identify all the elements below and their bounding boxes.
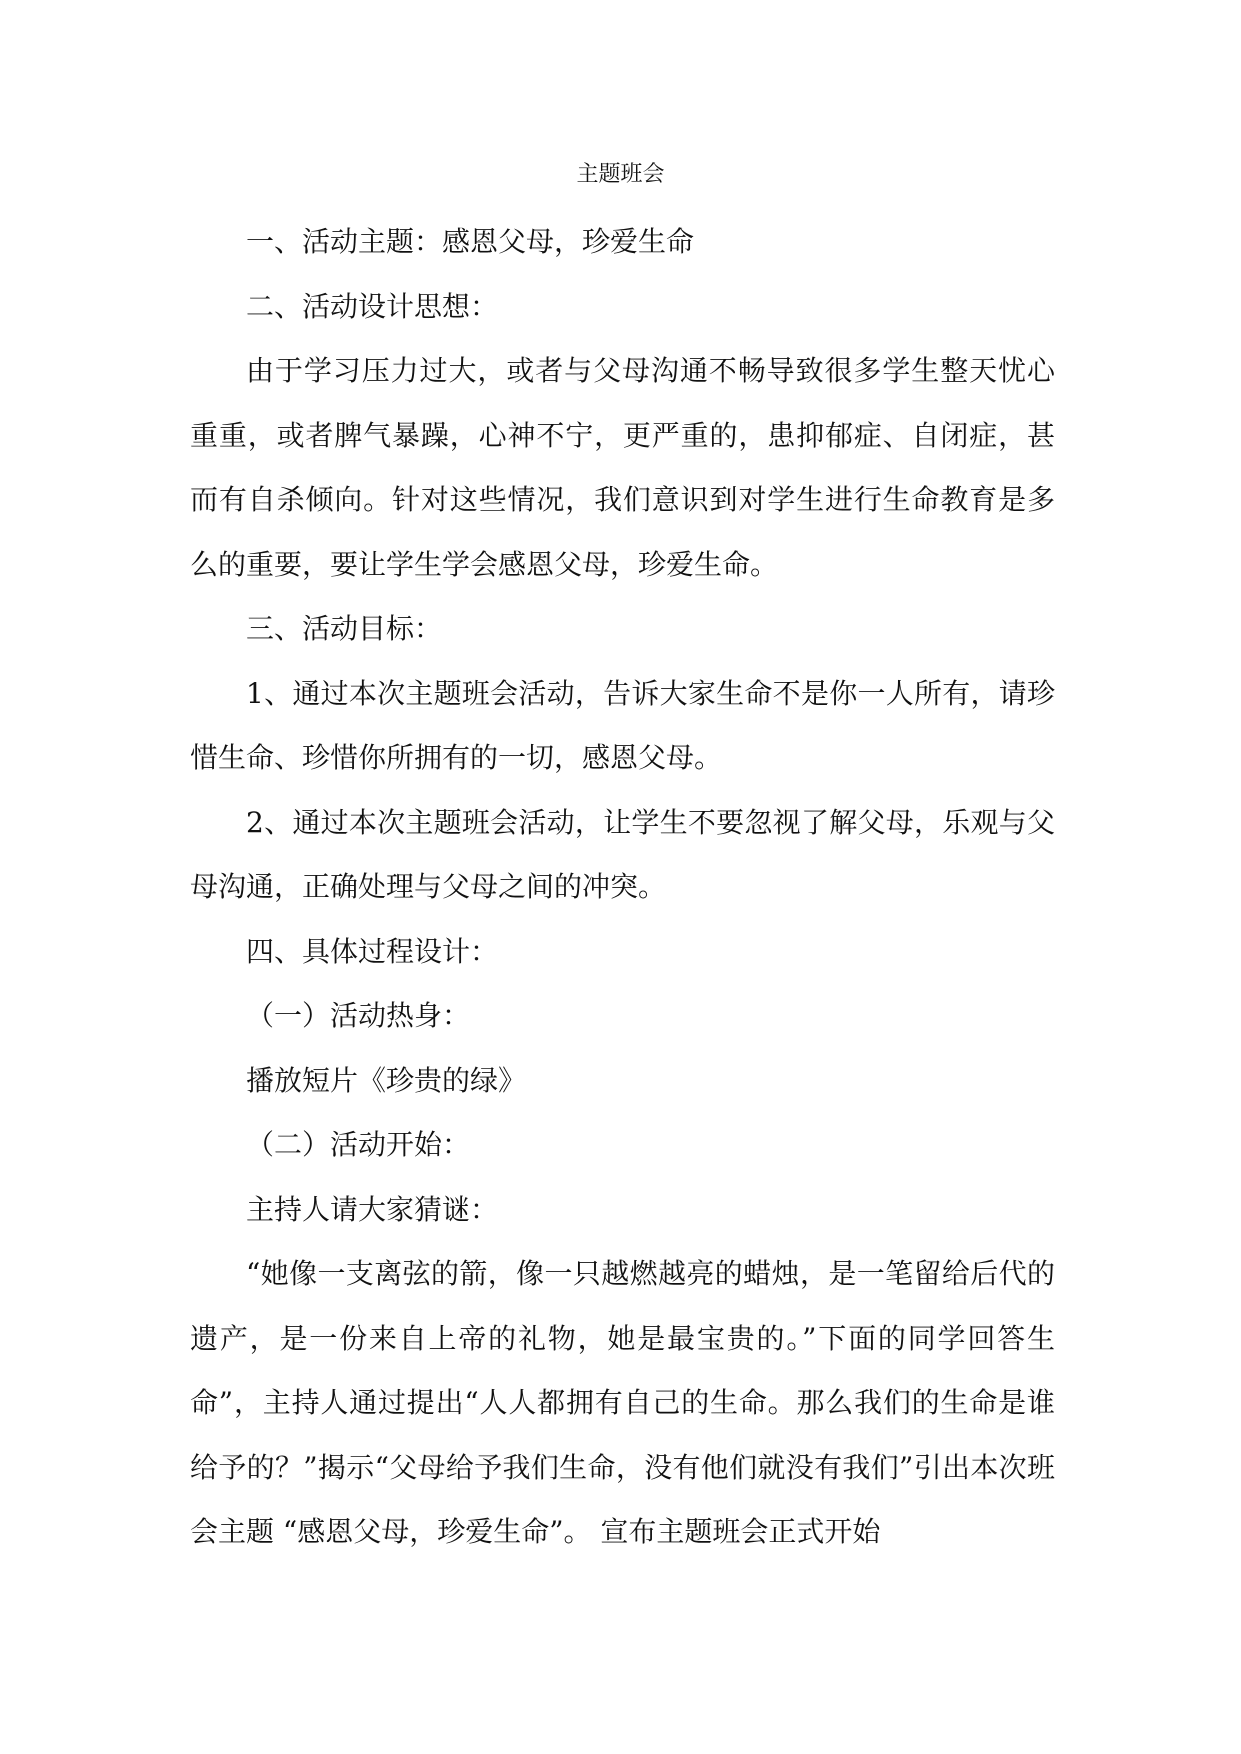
paragraph-design-rationale: 由于学习压力过大，或者与父母沟通不畅导致很多学生整天忧心重重，或者脾气暴躁，心神不宁，更严重的，患抑郁症、自闭症，甚而有自杀倾向。针对这些情况，我们意识到对学生进行生命教育是多么的重要，要让学生学会感恩父母，珍爱生命。 [190, 354, 1055, 581]
document-title: 主题班会 [576, 162, 665, 187]
section-heading-theme: 一、活动主题：感恩父母，珍爱生命 [246, 225, 695, 258]
subheading-start: （二）活动开始： [246, 1128, 471, 1161]
paragraph-play-film: 播放短片《珍贵的绿》 [246, 1063, 527, 1097]
subheading-warmup: （一）活动热身： [246, 999, 471, 1032]
goal-item-2: 2、通过本次主题班会活动，让学生不要忽视了解父母，乐观与父母沟通，正确处理与父母之间的冲突。 [190, 805, 1055, 903]
section-heading-goals: 三、活动目标： [246, 612, 443, 645]
goal-item-1: 1、通过本次主题班会活动，告诉大家生命不是你一人所有，请珍惜生命、珍惜你所拥有的一切，感恩父母。 [190, 676, 1055, 774]
paragraph-riddle: “她像一支离弦的箭，像一只越燃越亮的蜡烛，是一笔留给后代的遗产，是一份来自上帝的礼物，她是最宝贵的。”下面的同学回答生命”，主持人通过提出“人人都拥有自己的生命。那么我们的生命是谁给予的？”揭示“父母给予我们生命，没有他们就没有我们”引出本次班会主题 “感恩父母，珍爱生命”。 宣布主题班会正式开始 [190, 1257, 1055, 1548]
section-heading-design: 二、活动设计思想： [246, 289, 499, 323]
section-heading-process: 四、具体过程设计： [246, 934, 499, 968]
document-body [190, 210, 1055, 1565]
paragraph-riddle-intro: 主持人请大家猜谜： [246, 1192, 499, 1226]
